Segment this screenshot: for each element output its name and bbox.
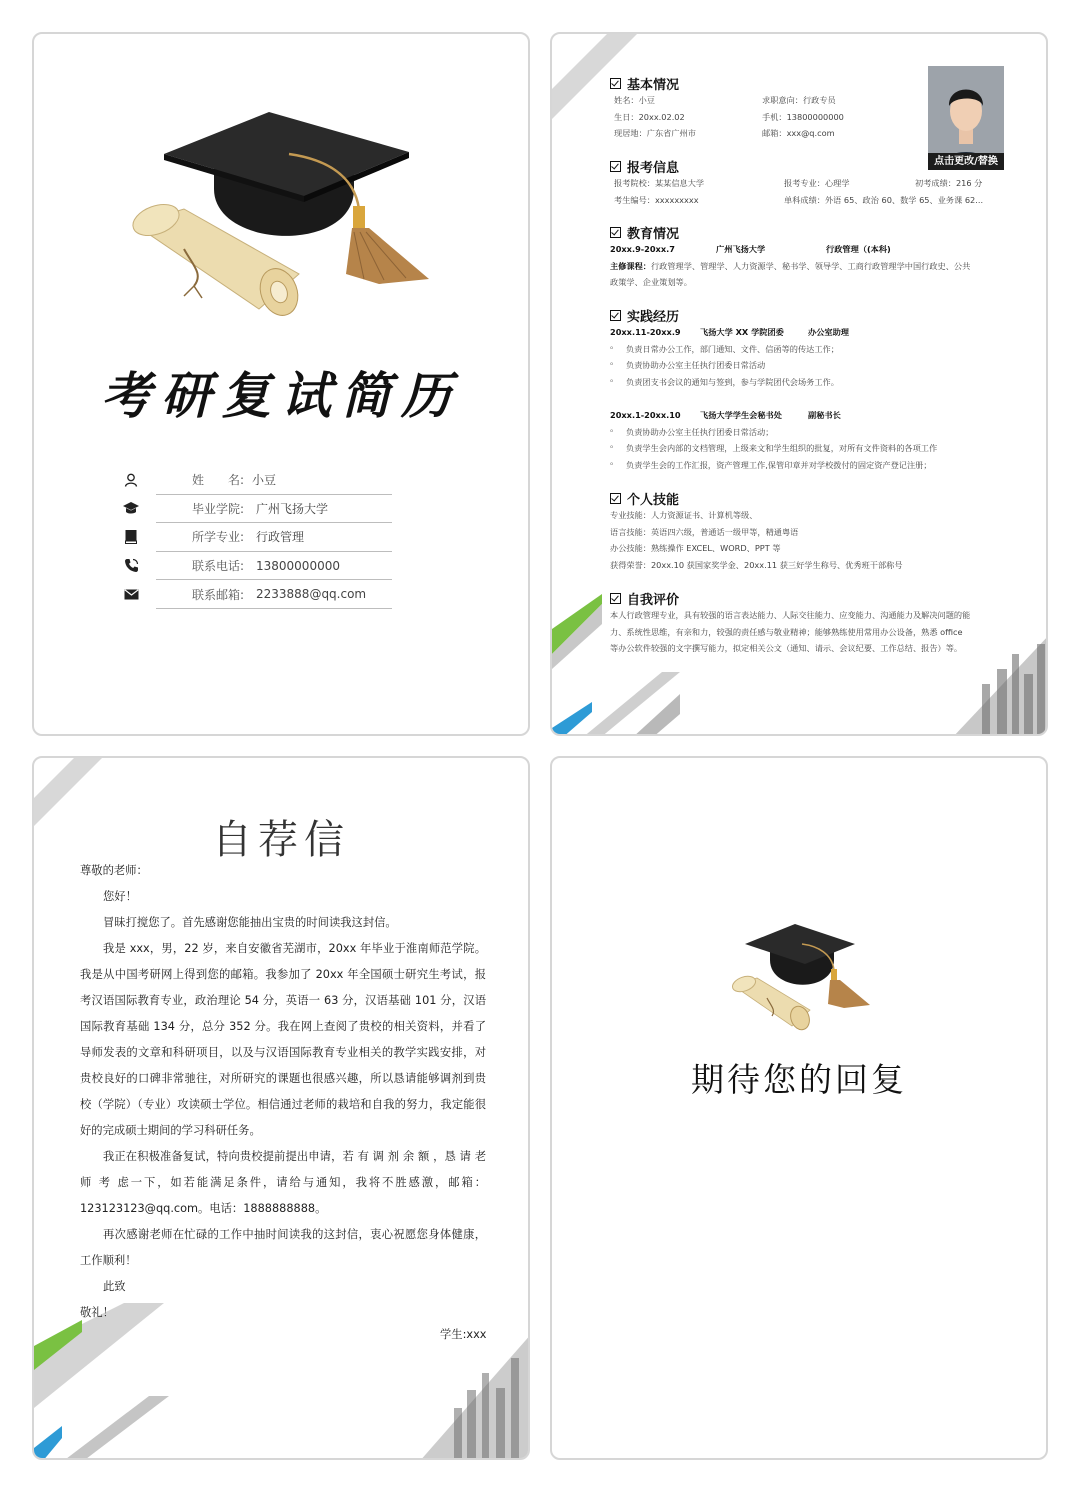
exam-school: 报考院校：某某信息大学 — [614, 178, 705, 188]
cover-info-row-school — [156, 495, 392, 524]
closing-page — [550, 756, 1048, 1460]
graduation-cap-scroll-illustration — [34, 34, 530, 334]
section-title — [610, 589, 679, 607]
field-label: 联系电话: — [192, 559, 245, 574]
letter-greeting: 您好！ — [103, 890, 137, 903]
courses-text: 行政管理学、管理学、人力资源学、秘书学、领导学、工商行政管理学中国行政史、公共 — [650, 260, 971, 271]
field-value: 行政管理 — [256, 530, 305, 545]
letter-title: 自荐信 — [212, 817, 350, 863]
job-period: 20xx.11-20xx.9 — [610, 327, 681, 337]
section-title-text: 自我评价 — [627, 592, 680, 608]
field-label: 所学专业: — [192, 530, 245, 545]
letter-signature: 学生:xxx — [440, 1328, 487, 1341]
evaluation-line: 本人行政管理专业，具有较强的语言表达能力、人际交往能力、应变能力、沟通能力及解决问题的能 — [610, 610, 971, 620]
education-period: 20xx.9-20xx.7 — [610, 244, 675, 254]
checkbox-icon — [610, 227, 621, 238]
cover-page — [32, 32, 530, 736]
checkbox-icon — [610, 78, 621, 89]
skill-line: 专业技能：人力资源证书、计算机等级、 — [610, 510, 758, 520]
job-item: ᵒ 负责团支书会议的通知与签到，参与学院团代会场务工作。 — [610, 374, 849, 391]
section-title-text: 个人技能 — [627, 492, 680, 508]
job-head — [610, 407, 937, 424]
letter-paragraph: 冒昧打搅您了。首先感谢您能抽出宝贵的时间读我这封信。 — [103, 916, 397, 929]
section-title-text: 实践经历 — [627, 309, 680, 325]
exam-initial: 初考成绩：216 分 — [915, 178, 983, 188]
job-role: 办公室助理 — [808, 327, 849, 337]
evaluation-line: 力、系统性思维，有亲和力，较强的责任感与敬业精神；能够熟练使用常用办公设备，熟悉 office — [610, 626, 963, 637]
person-icon — [122, 471, 140, 489]
section-title-text: 教育情况 — [627, 226, 680, 242]
book-icon — [122, 528, 140, 546]
section-evaluation — [610, 589, 679, 607]
education-courses-2: 政策学、企业策划等。 — [610, 277, 692, 287]
resume-page — [550, 32, 1048, 736]
education-degree: 行政管理（(本科) — [826, 244, 891, 254]
graduation-cap-scroll-illustration — [552, 758, 1048, 1460]
basic-right — [762, 92, 844, 142]
practice-job-1 — [610, 324, 849, 390]
cover-title: 考研复试简历 — [101, 366, 461, 425]
basic-birth: 生日：20xx.02.02 — [614, 111, 685, 122]
checkbox-icon — [610, 161, 621, 172]
section-title — [610, 157, 679, 175]
skills-body — [610, 507, 903, 573]
education-head — [610, 241, 970, 258]
evaluation-line: 等办公软件较强的文字撰写能力，拟定相关公文（通知、请示、会议纪要、工作总结、报告）等。 — [610, 643, 963, 653]
basic-email: 邮箱：xxx@q.com — [762, 128, 835, 138]
exam-number: 考生编号：xxxxxxxxx — [614, 194, 699, 205]
letter-salutation: 尊敬的老师： — [80, 864, 148, 877]
job-role: 副秘书长 — [808, 410, 841, 420]
cover-info-row-email — [156, 580, 392, 609]
job-org: 飞扬大学学生会秘书处 — [700, 410, 782, 420]
letter-paragraph: 我正在积极准备复试，特向贵校提前提出申请，若 有 调 剂 余 额 ，恳 请 老 师 考 虑一下，如若能满足条件，请给与通知，我将不胜感激，邮箱：123123123@qq.com。电话：1888888888。 — [80, 1150, 486, 1215]
basic-left — [614, 92, 696, 142]
section-title — [610, 74, 679, 92]
mail-icon — [122, 585, 140, 603]
cover-info-row-major — [156, 523, 392, 552]
field-label: 姓 名: — [192, 473, 245, 488]
field-label: 联系邮箱: — [192, 587, 245, 602]
letter-body — [80, 858, 486, 1326]
section-basic — [610, 74, 679, 92]
job-item: ᵒ 负责协助办公室主任执行团委日常活动 — [610, 357, 849, 374]
checkbox-icon — [610, 493, 621, 504]
section-title — [610, 223, 679, 241]
closing-text: 期待您的回复 — [691, 1060, 907, 1099]
job-item: ᵒ 负责协助办公室主任执行团委日常活动； — [610, 424, 937, 441]
job-head — [610, 324, 849, 341]
field-value: 小豆 — [252, 473, 277, 488]
education-body — [610, 241, 970, 291]
field-label: 毕业学院: — [192, 501, 245, 516]
job-item: ᵒ 负责日常办公工作，部门通知、文件、信函等的传达工作； — [610, 341, 849, 358]
cover-info-list — [156, 466, 392, 609]
exam-left — [614, 175, 704, 208]
cover-info-row-name — [156, 466, 392, 495]
basic-name: 姓名：小豆 — [614, 95, 655, 105]
courses-label: 主修课程： — [610, 260, 651, 271]
letter-paragraph: 再次感谢老师在忙碌的工作中抽时间读我的这封信，衷心祝愿您身体健康，工作顺利！ — [80, 1228, 486, 1267]
phone-icon — [122, 557, 140, 575]
letter-closing: 敬礼！ — [80, 1306, 114, 1319]
basic-intent: 求职意向：行政专员 — [762, 95, 836, 105]
cover-info-row-phone — [156, 552, 392, 581]
skill-line: 办公技能：熟练操作 EXCEL、WORD、PPT 等 — [610, 543, 781, 553]
skill-line: 语言技能：英语四六级，普通话一级甲等，精通粤语 — [610, 526, 799, 537]
exam-scores: 单科成绩：外语 65、政治 60、数学 65、业务课 62... — [784, 194, 984, 205]
practice-job-2 — [610, 407, 937, 473]
skill-line: 获得荣誉：20xx.10 获国家奖学金、20xx.11 获三好学生称号、优秀班干部称号 — [610, 559, 903, 570]
field-value: 广州飞扬大学 — [256, 501, 329, 516]
job-item: ᵒ 负责学生会的工作汇报，资产管理工作,保管印章并对学校拨付的固定资产登记注册； — [610, 457, 937, 474]
field-value: 13800000000 — [256, 558, 340, 573]
letter-paragraph: 我是 xxx，男，22 岁，来自安徽省芜湖市，20xx 年毕业于淮南师范学院。我是从中国考研网上得到您的邮箱。我参加了 20xx 年全国硕士研究生考试，报考汉语国际教育专业，政治理论 54 分，英语一 63 分，汉语基础 101 分，汉语国际教育基础 134 分，总分 352 分。我在网上查阅了贵校的相关资料，并看了导师发表的文章和科研项目，以及与汉语国际教育专业相关的教学实践安排，对贵校良好的口碑非常驰往，对所研究的课题也很感兴趣，所以恳请能够调剂到贵校（学院）（专业）攻读硕士学位。相信通过老师的栽培和自我的努力，我定能很好的完成硕士期间的学习科研任务。 — [80, 942, 486, 1137]
job-org: 飞扬大学 XX 学院团委 — [700, 327, 784, 337]
education-school: 广州飞扬大学 — [716, 244, 766, 254]
checkbox-icon — [610, 593, 621, 604]
job-period: 20xx.1-20xx.10 — [610, 410, 681, 420]
section-title-text: 基本情况 — [627, 77, 680, 93]
job-item: ᵒ 负责学生会内部的文档管理，上级来文和学生组织的批复，对所有文件资料的各项工作 — [610, 440, 937, 457]
photo-replace-button[interactable]: 点击更改/替换 — [928, 153, 1004, 170]
section-education — [610, 223, 679, 241]
checkbox-icon — [610, 310, 621, 321]
section-skills — [610, 489, 679, 507]
section-title-text: 报考信息 — [627, 160, 680, 176]
education-courses — [610, 258, 970, 275]
profile-photo[interactable] — [928, 66, 1004, 170]
section-practice — [610, 306, 679, 324]
exam-major: 报考专业：心理学 — [784, 178, 850, 188]
basic-residence: 现居地：广东省广州市 — [614, 128, 696, 138]
field-value: 2233888@qq.com — [256, 587, 367, 602]
section-title — [610, 489, 679, 507]
graduation-cap-icon — [122, 499, 140, 517]
cover-letter-page — [32, 756, 530, 1460]
section-exam — [610, 157, 679, 175]
exam-right — [915, 175, 982, 192]
basic-phone: 手机：13800000000 — [762, 111, 844, 122]
evaluation-body — [610, 607, 970, 657]
section-title — [610, 306, 679, 324]
letter-closing: 此致 — [103, 1280, 126, 1293]
